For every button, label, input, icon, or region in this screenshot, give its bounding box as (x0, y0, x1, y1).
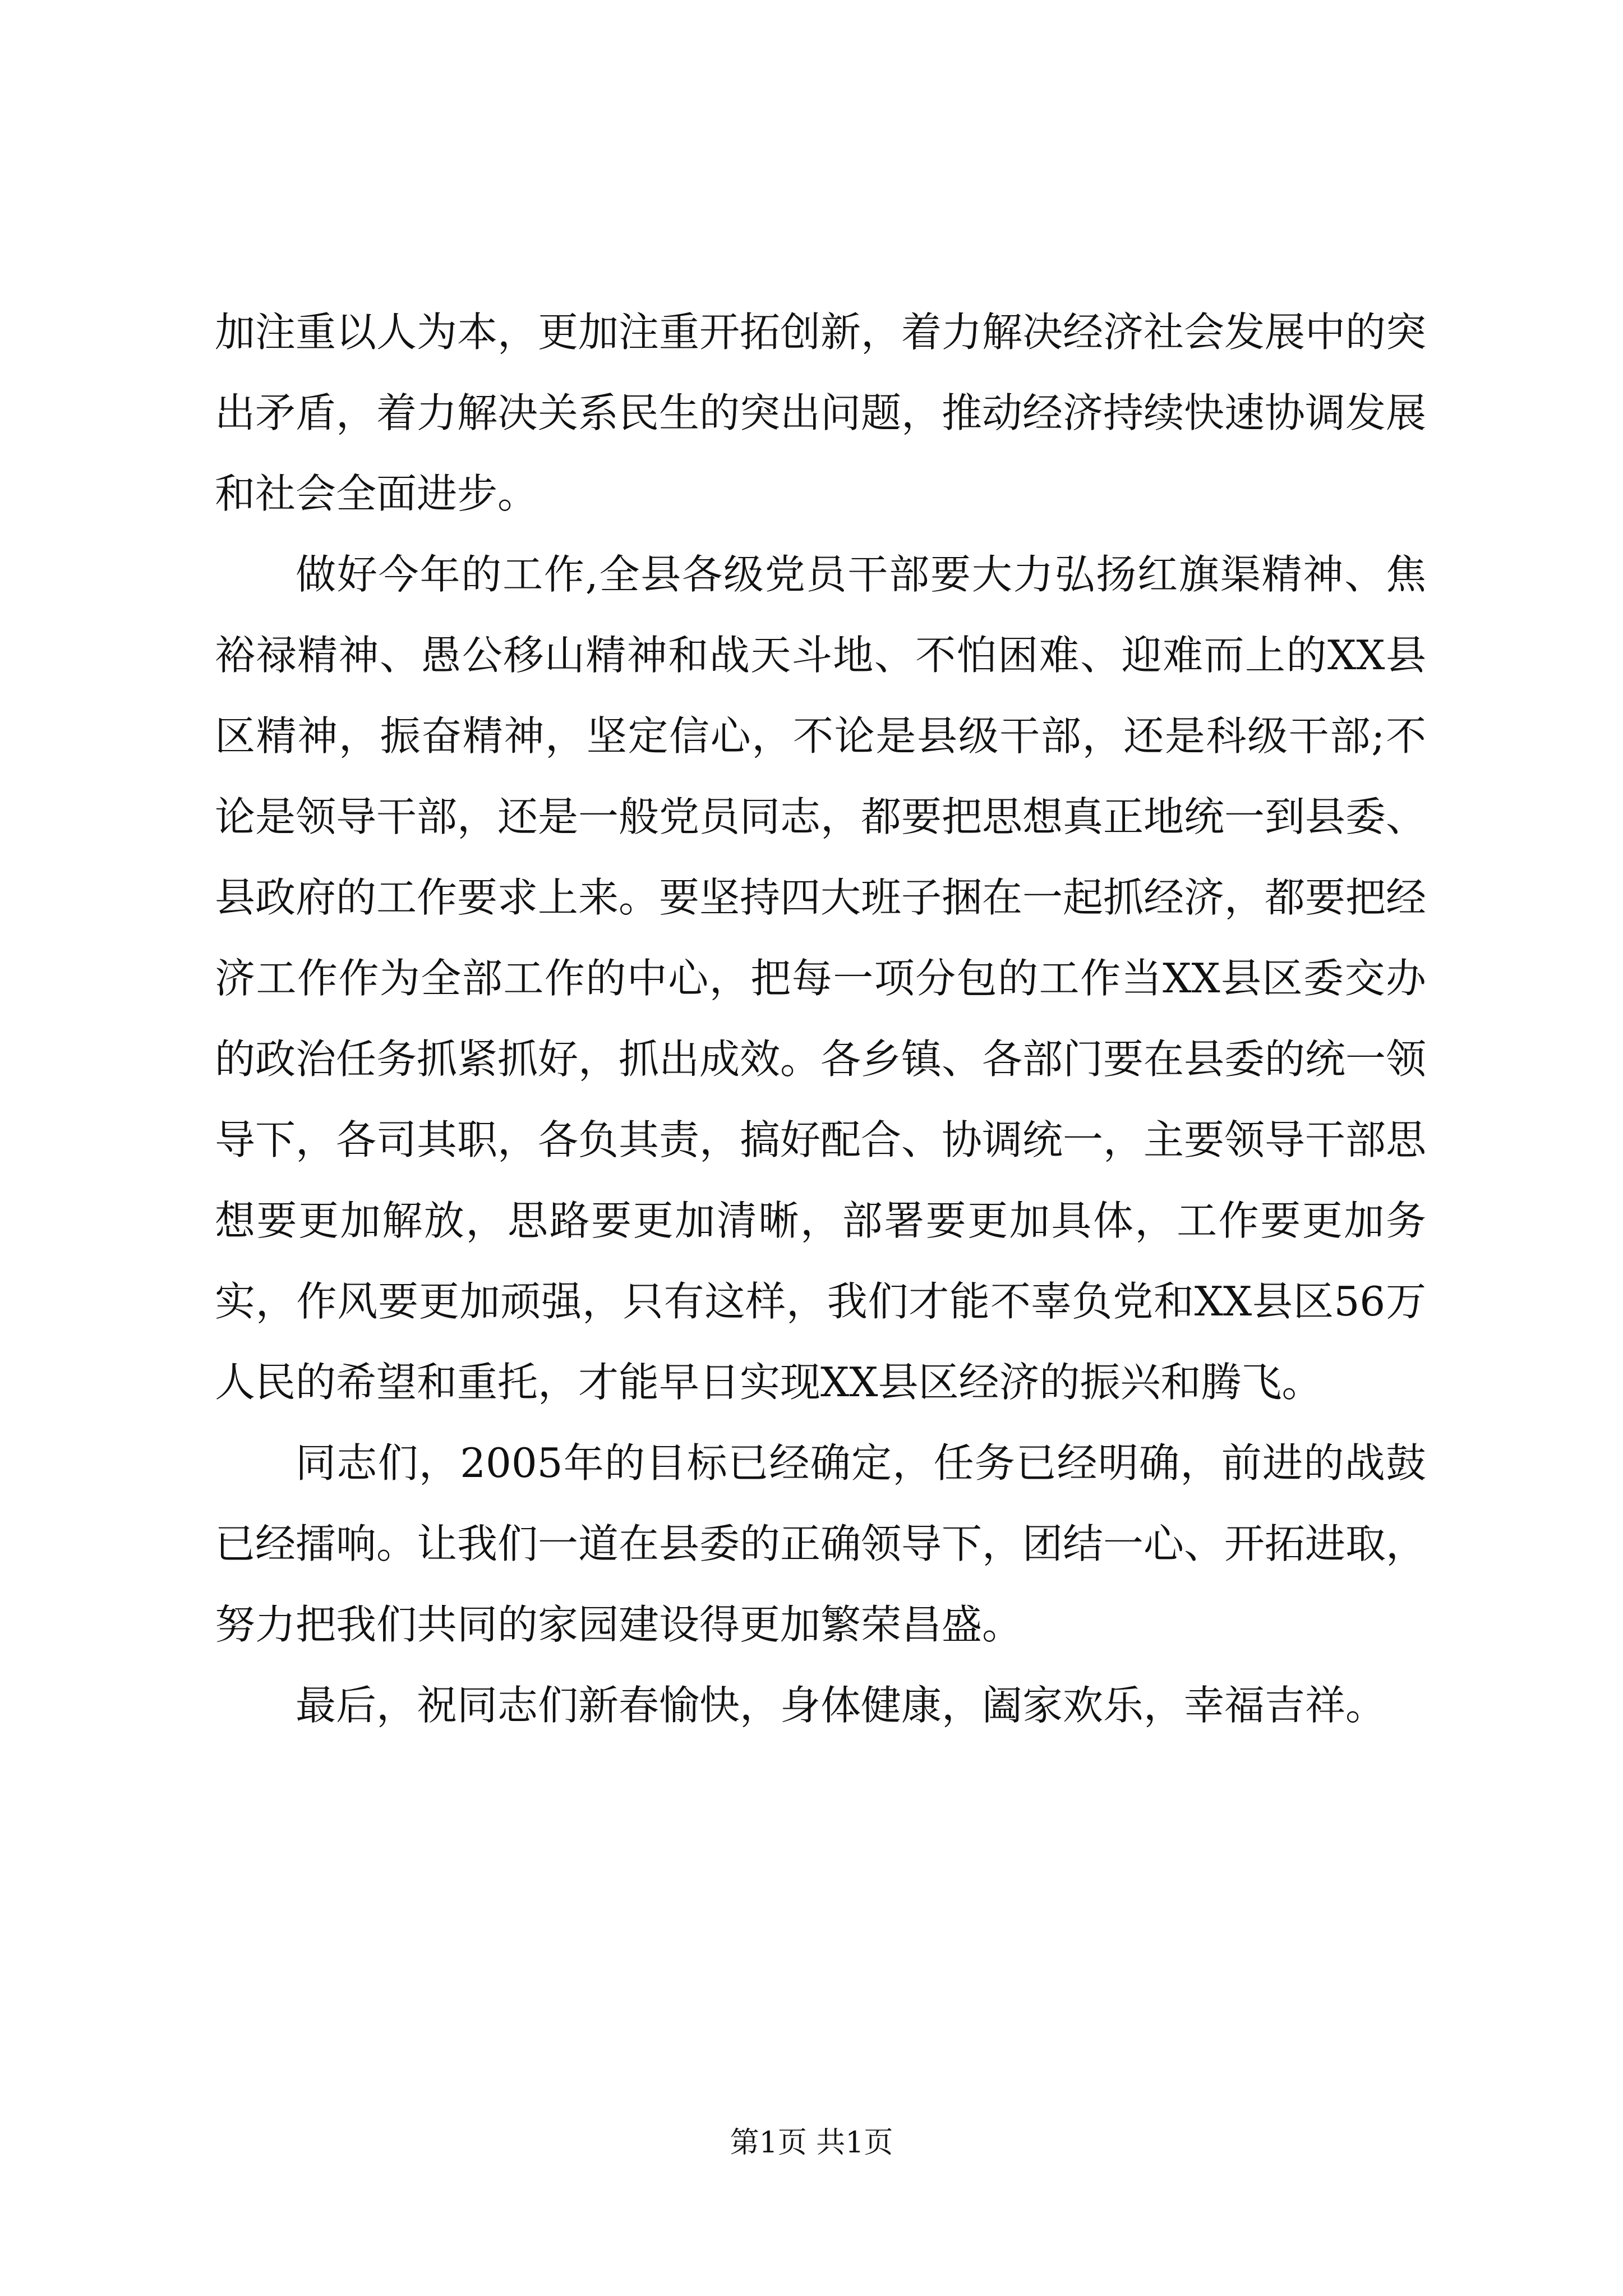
paragraph-4: 最后，祝同志们新春愉快，身体健康，阖家欢乐，幸福吉祥。 (296, 1682, 1386, 1729)
paragraph-2: 做好今年的工作,全县各级党员干部要大力弘扬红旗渠精神、焦裕禄精神、愚公移山精神和战天斗地、不怕困难、迎难而上的XX县区精神，振奋精神，坚定信心，不论是县级干部，还是科级干部;不论是领导干部，还是一般党员同志，都要把思想真正地统一到县委、县政府的工作要求上来。要坚持四大班子捆在一起抓经济，都要把经济工作作为全部工作的中心，把每一项分包的工作当XX县区委交办的政治任务抓紧抓好，抓出成效。各乡镇、各部门要在县委的统一领导下，各司其职，各负其责，搞好配合、协调统一，主要领导干部思想要更加解放，思路要更加清晰，部署要更加具体，工作要更加务实，作风要更加顽强，只有这样，我们才能不辜负党和XX县区56万人民的希望和重托，才能早日实现XX县区经济的振兴和腾飞。 (215, 551, 1427, 1406)
paragraph-3: 同志们，2005年的目标已经确定，任务已经明确，前进的战鼓已经擂响。让我们一道在县委的正确领导下，团结一心、开拓进取，努力把我们共同的家园建设得更加繁荣昌盛。 (215, 1439, 1427, 1648)
page-number-label: 第1页 共1页 (730, 2126, 893, 2160)
page-footer (0, 2123, 1623, 2162)
document-body (215, 292, 1426, 1746)
paragraph-1: 加注重以人为本，更加注重开拓创新，着力解决经济社会发展中的突出矛盾，着力解决关系民生的突出问题，推动经济持续快速协调发展和社会全面进步。 (215, 309, 1427, 517)
